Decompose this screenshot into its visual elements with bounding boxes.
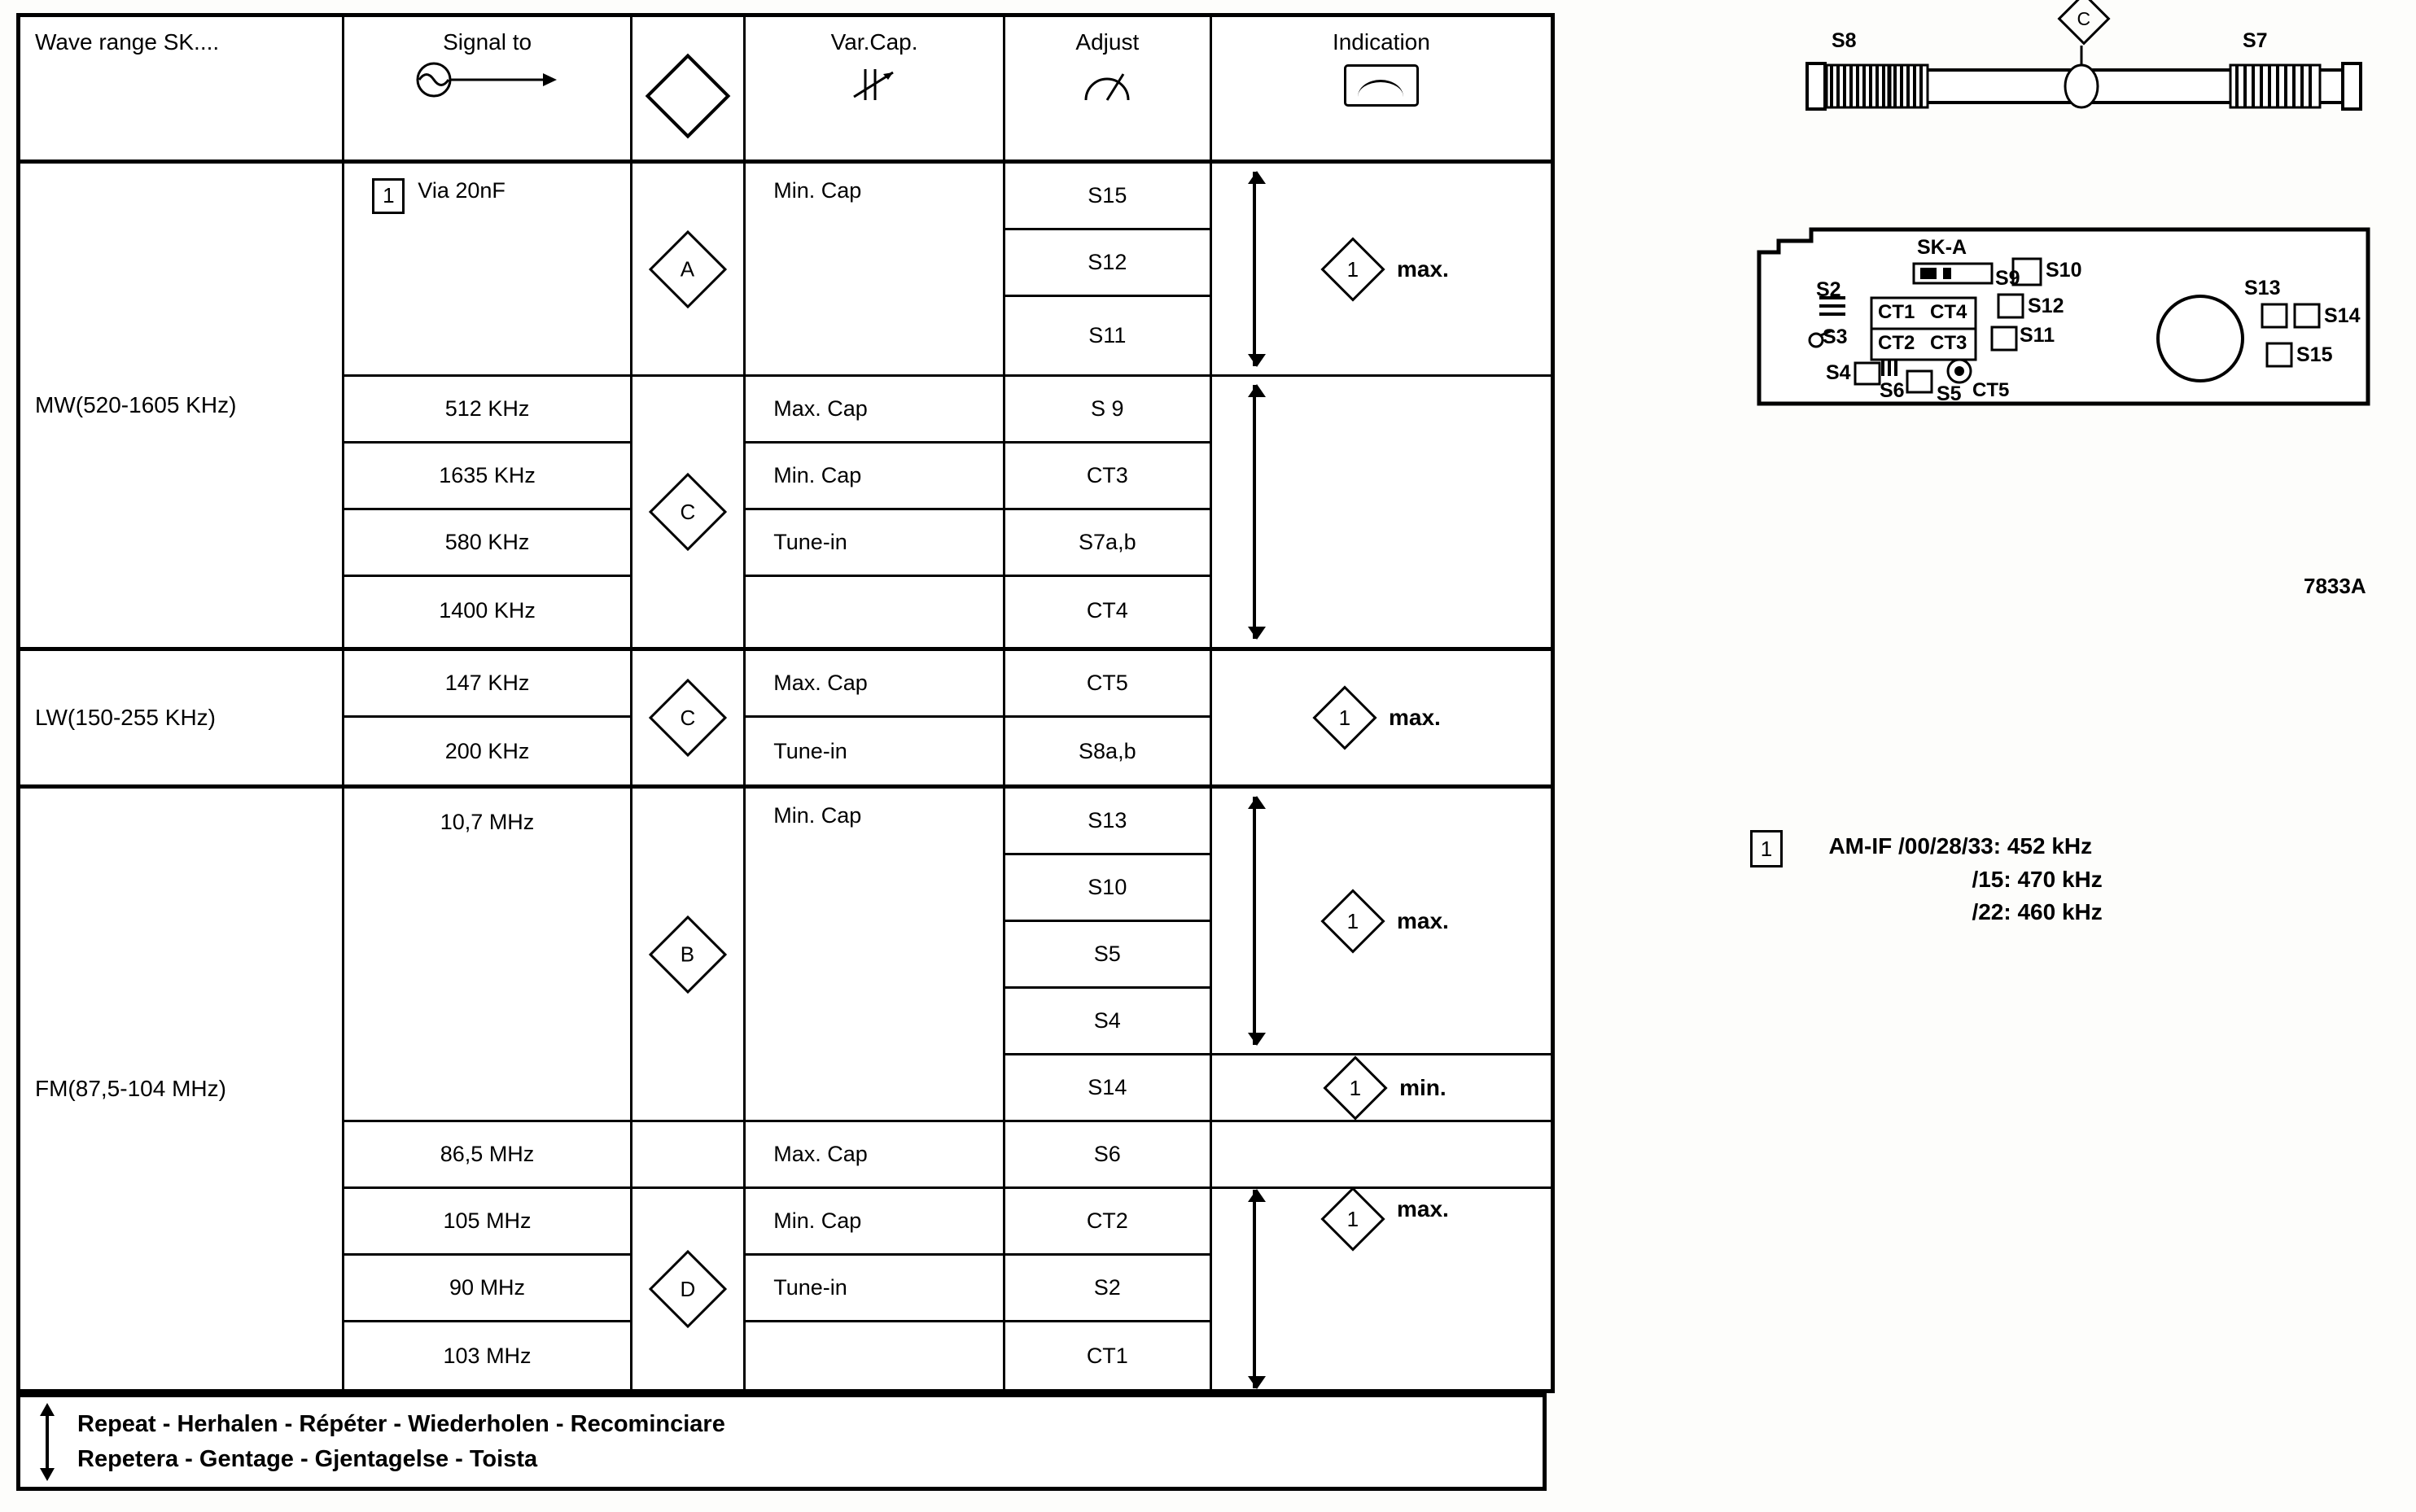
signal-generator-icon: [414, 61, 561, 98]
signal-cell: 512 KHz: [344, 377, 630, 444]
repeat-line-1: Repeat - Herhalen - Répéter - Wiederholen - Recominciare: [77, 1410, 725, 1437]
signal-cell: 105 MHz: [344, 1189, 630, 1256]
signal-column-lw: [344, 651, 632, 784]
pcb-code-label: 7833A: [2304, 574, 2366, 598]
indication-cell: 1 max.: [1212, 164, 1551, 377]
pcb-label-ct3: CT3: [1930, 332, 1967, 354]
coil-label-s8: S8: [1832, 29, 1857, 52]
symbol-cell: [632, 789, 743, 1122]
diamond-a-icon: A: [649, 229, 727, 308]
pcb-label-s14: S14: [2324, 304, 2361, 327]
diamond-num-icon: 1: [1320, 237, 1385, 301]
range-label: MW(520-1605 KHz): [35, 392, 237, 417]
adjust-column-fm: [1005, 789, 1212, 1389]
pcb-label-s10: S10: [2046, 259, 2082, 282]
pcb-label-s5: S5: [1937, 382, 1962, 405]
pcb-label-ct1: CT1: [1878, 301, 1915, 323]
screwdriver-adjust-icon: [1081, 64, 1133, 109]
pcb-label-s3: S3: [1823, 326, 1848, 348]
if-line-1: AM-IF /00/28/33: 452 kHz: [1828, 833, 2093, 859]
indication-cell: 1 max.: [1212, 651, 1551, 784]
signal-cell: 86,5 MHz: [344, 1122, 630, 1189]
adjust-cell: CT5: [1005, 651, 1210, 718]
diamond-num-icon: 1: [1320, 889, 1385, 953]
signal-cell: 147 KHz: [344, 651, 630, 718]
diamond-num-icon: 1: [1324, 1055, 1388, 1120]
pcb-label-s9: S9: [1995, 267, 2020, 290]
arrow-icon: [1245, 789, 1263, 1053]
header-adjust: Adjust: [1005, 17, 1212, 160]
diamond-icon: [646, 54, 731, 139]
cap-cell: Max. Cap: [746, 651, 1003, 718]
arrow-icon: [1245, 1182, 1263, 1396]
table-header-row: [20, 17, 1551, 164]
adjust-cell: S8a,b: [1079, 738, 1136, 763]
indication-column-mw: [1212, 164, 1551, 647]
alignment-table: [16, 13, 1555, 1393]
diamond-num-icon: 1: [1320, 1186, 1385, 1251]
adjust-column-lw: [1005, 651, 1212, 784]
signal-cell: 1400 KHz: [439, 597, 536, 623]
range-cell-lw: [20, 651, 344, 784]
header-wave-range: Wave range SK....: [20, 17, 344, 160]
header-var-cap: Var.Cap.: [746, 17, 1005, 160]
coil-label-c: C: [2065, 0, 2103, 37]
pcb-label-ct5: CT5: [1972, 379, 2010, 401]
pcb-label-ct2: CT2: [1878, 332, 1915, 354]
pcb-label-s15: S15: [2296, 343, 2333, 366]
variable-capacitor-icon: [846, 66, 903, 109]
meter-icon: [1344, 64, 1419, 107]
symbol-cell: [632, 377, 743, 647]
adjust-cell: S15: [1005, 164, 1210, 230]
pcb-label-s12: S12: [2028, 295, 2064, 317]
cap-cell: Min. Cap: [746, 444, 1003, 510]
arrow-icon: [1245, 377, 1263, 647]
cap-cell: Min. Cap: [746, 1189, 1003, 1256]
indication-cell: [1212, 1122, 1551, 1189]
adjust-cell: S13: [1005, 789, 1210, 855]
repeat-instruction-box: [16, 1393, 1547, 1491]
header-signal-to: Signal to: [344, 17, 632, 160]
pcb-layout-figure: [1754, 220, 2373, 405]
cap-cell: Tune-in: [746, 1256, 1003, 1322]
pcb-label-s13: S13: [2244, 277, 2281, 299]
cap-cell: [746, 1322, 1003, 1389]
diamond-c-icon: C: [649, 473, 727, 551]
symbol-column-fm: [632, 789, 746, 1389]
diamond-c-icon: C: [649, 679, 727, 757]
cap-cell: Max. Cap: [746, 1122, 1003, 1189]
indication-cell: 1 min.: [1212, 1055, 1551, 1122]
signal-column-fm: [344, 789, 632, 1389]
adjust-cell: CT3: [1005, 444, 1210, 510]
adjust-column-mw: [1005, 164, 1212, 647]
cap-column-mw: [746, 164, 1005, 647]
pcb-label-ct4: CT4: [1930, 301, 1967, 323]
symbol-cell: [632, 1189, 743, 1389]
indication-column-lw: [1212, 651, 1551, 784]
pcb-label-s6: S6: [1880, 379, 1905, 402]
pcb-label-sk-a: SK-A: [1917, 236, 1967, 259]
cap-cell: [746, 577, 1003, 644]
signal-column-mw: [344, 164, 632, 647]
indication-cell: 1 max.: [1212, 789, 1551, 1055]
adjust-cell: S10: [1005, 855, 1210, 922]
signal-cell: 1 Via 20nF: [344, 164, 630, 377]
signal-cell: 580 KHz: [344, 510, 630, 577]
arrow-icon: [1245, 164, 1263, 374]
diamond-d-icon: D: [649, 1250, 727, 1328]
range-label: FM(87,5-104 MHz): [35, 1076, 226, 1101]
adjust-cell: CT1: [1086, 1343, 1128, 1368]
if-line-3: /22: 460 kHz: [1972, 899, 2103, 925]
symbol-column-lw: [632, 651, 746, 784]
cap-cell: Max. Cap: [746, 377, 1003, 444]
pcb-label-s11: S11: [2020, 324, 2055, 347]
diamond-num-icon: 1: [1312, 685, 1377, 749]
signal-cell: 1635 KHz: [344, 444, 630, 510]
header-indication: Indication: [1212, 17, 1551, 160]
adjust-cell: CT4: [1086, 597, 1128, 623]
cap-cell: Tune-in: [773, 738, 847, 763]
adjust-cell: S4: [1005, 989, 1210, 1055]
adjust-cell: S5: [1005, 922, 1210, 989]
indication-cell: [1212, 377, 1551, 647]
symbol-cell: [632, 651, 743, 784]
cap-column-lw: [746, 651, 1005, 784]
signal-cell: 10,7 MHz: [344, 789, 630, 1122]
coil-figure: [1799, 7, 2369, 138]
adjust-cell: S2: [1005, 1256, 1210, 1322]
pcb-label-s4: S4: [1826, 361, 1851, 384]
adjust-cell: S6: [1005, 1122, 1210, 1189]
coil-label-s7: S7: [2243, 29, 2268, 52]
am-if-note: [1750, 830, 2103, 929]
pcb-label-s2: S2: [1816, 278, 1841, 301]
symbol-column-mw: [632, 164, 746, 647]
range-label: LW(150-255 KHz): [35, 705, 217, 730]
table-group-lw: [20, 651, 1551, 789]
table-group-mw: [20, 164, 1551, 651]
signal-cell: 103 MHz: [443, 1343, 532, 1368]
adjust-cell: S11: [1005, 297, 1210, 377]
adjust-cell: S7a,b: [1005, 510, 1210, 577]
adjust-cell: S14: [1005, 1055, 1210, 1122]
note-boxnum: 1: [1750, 830, 1783, 867]
adjust-cell: S12: [1005, 230, 1210, 297]
header-symbol: [632, 17, 746, 160]
adjust-cell: S 9: [1005, 377, 1210, 444]
indication-column-fm: [1212, 789, 1551, 1389]
cap-column-fm: [746, 789, 1005, 1389]
repeat-arrow-icon: [39, 1403, 55, 1481]
indication-cell: 1 max.: [1212, 1189, 1551, 1389]
adjust-cell: CT2: [1005, 1189, 1210, 1256]
if-line-2: /15: 470 kHz: [1972, 866, 2103, 892]
table-group-fm: [20, 789, 1551, 1389]
range-cell-fm: [20, 789, 344, 1389]
cap-cell: Tune-in: [746, 510, 1003, 577]
symbol-cell: [632, 164, 743, 377]
cap-cell: Min. Cap: [746, 789, 1003, 1122]
symbol-cell: [632, 1122, 743, 1189]
signal-cell: 200 KHz: [444, 738, 530, 763]
diamond-b-icon: B: [649, 915, 727, 993]
cap-cell: Min. Cap: [746, 164, 1003, 377]
signal-cell: 90 MHz: [344, 1256, 630, 1322]
repeat-line-2: Repetera - Gentage - Gjentagelse - Toista: [77, 1446, 538, 1472]
range-cell-mw: [20, 164, 344, 647]
